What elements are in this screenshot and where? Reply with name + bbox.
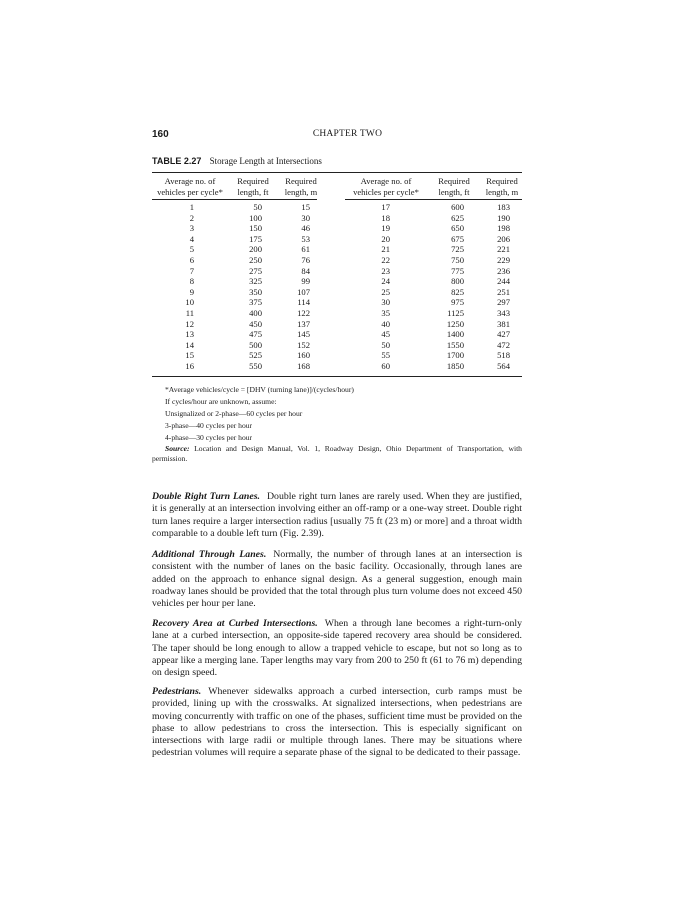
table-cell: 1125 bbox=[447, 307, 464, 318]
table-cell: 13 bbox=[185, 329, 194, 340]
col-meters-left bbox=[280, 202, 310, 372]
table-footnote: *Average vehicles/cycle = [DHV (turning lane)]/(cycles/hour) bbox=[165, 385, 354, 394]
table-cell: 183 bbox=[497, 202, 510, 212]
table-cell: 7 bbox=[189, 265, 194, 276]
table-cell: 150 bbox=[249, 223, 262, 234]
col-vehicles-left bbox=[150, 202, 194, 372]
section-body: Whenever sidewalks approach a curbed intersection, curb ramps must be provided, lining up with the crosswalks. At signalized intersections, when pedestrians are moving concurrently with traffic on one of the phases, sufficient time must be provided on the phase to allow pedestrians to cross the intersection. This is especially significant on intersections with large radii or multiple through lanes. There may be situations where pedestrian volumes will require a separate phase of the signal to be dedicated to their passage. bbox=[152, 686, 522, 759]
table-cell: 61 bbox=[301, 244, 310, 255]
table-cell: 244 bbox=[497, 276, 510, 287]
table-source bbox=[152, 444, 522, 464]
table-cell: 168 bbox=[297, 360, 310, 371]
table-cell: 1550 bbox=[446, 339, 464, 350]
table-cell: 198 bbox=[497, 223, 510, 234]
table-cell: 10 bbox=[185, 297, 194, 308]
table-cell: 221 bbox=[497, 244, 510, 255]
table-cell: 775 bbox=[451, 265, 464, 276]
table-cell: 8 bbox=[189, 276, 194, 287]
table-cell: 400 bbox=[249, 307, 262, 318]
table-cell: 236 bbox=[497, 265, 510, 276]
table-cell: 114 bbox=[297, 297, 310, 308]
table-cell: 800 bbox=[451, 276, 464, 287]
table-cell: 35 bbox=[381, 307, 390, 318]
table-note-line: 4-phase—30 cycles per hour bbox=[165, 433, 253, 442]
table-cell: 21 bbox=[381, 244, 390, 255]
table-cell: 4 bbox=[189, 233, 194, 244]
table-cell: 450 bbox=[249, 318, 262, 329]
table-cell: 100 bbox=[249, 212, 262, 223]
table-number: TABLE 2.27 bbox=[152, 156, 202, 166]
table-cell: 1 bbox=[189, 202, 194, 212]
table-cell: 137 bbox=[297, 318, 310, 329]
table-cell: 500 bbox=[249, 339, 262, 350]
table-cell: 750 bbox=[451, 254, 464, 265]
table-cell: 30 bbox=[381, 297, 390, 308]
table-cell: 564 bbox=[497, 360, 510, 371]
table-cell: 3 bbox=[189, 223, 194, 234]
table-cell: 9 bbox=[189, 286, 194, 297]
table-cell: 6 bbox=[189, 254, 194, 265]
table-cell: 14 bbox=[185, 339, 194, 350]
header-length-ft-left: Required length, ft bbox=[237, 176, 269, 197]
table-cell: 297 bbox=[497, 297, 510, 308]
table-cell: 17 bbox=[381, 202, 390, 212]
table-notes bbox=[152, 384, 522, 464]
table-cell: 206 bbox=[497, 233, 510, 244]
table-cell: 550 bbox=[249, 360, 262, 371]
section-pedestrians bbox=[152, 686, 522, 760]
section-heading: Additional Through Lanes. bbox=[152, 549, 267, 560]
col-vehicles-right bbox=[350, 202, 390, 372]
table-cell: 50 bbox=[253, 202, 262, 212]
table-cell: 15 bbox=[185, 350, 194, 361]
section-heading: Pedestrians. bbox=[152, 686, 202, 697]
section-body: When a through lane becomes a right-turn-only lane at a curbed intersection, an opposite-side tapered recovery area should be considered. The taper should be long enough to allow a trapped vehicle to escape, but not so long as to appear like a merging lane. Taper lengths may vary from 200 to 250 ft (61 to 76 m) depending on design speed. bbox=[152, 618, 522, 679]
table-cell: 1400 bbox=[446, 329, 464, 340]
page-number: 160 bbox=[152, 129, 169, 140]
table-cell: 23 bbox=[381, 265, 390, 276]
table-cell: 475 bbox=[249, 329, 262, 340]
header-avg-vehicles-right: Average no. of vehicles per cycle* bbox=[353, 176, 419, 197]
table-cell: 375 bbox=[249, 297, 262, 308]
section-heading: Recovery Area at Curbed Intersections. bbox=[152, 618, 318, 629]
table-cell: 625 bbox=[451, 212, 464, 223]
table-cell: 190 bbox=[497, 212, 510, 223]
table-cell: 275 bbox=[249, 265, 262, 276]
table-note-line: Unsignalized or 2-phase—60 cycles per hour bbox=[165, 409, 303, 418]
table-cell: 45 bbox=[381, 329, 390, 340]
table-cell: 975 bbox=[451, 297, 464, 308]
table-cell: 16 bbox=[185, 360, 194, 371]
table-cell: 251 bbox=[497, 286, 510, 297]
table-cell: 600 bbox=[451, 202, 464, 212]
table-cell: 122 bbox=[297, 307, 310, 318]
table-cell: 2 bbox=[189, 212, 194, 223]
source-label: Source: bbox=[165, 444, 190, 453]
table-cell: 60 bbox=[381, 360, 390, 371]
section-additional-through-lanes bbox=[152, 549, 522, 610]
table-cell: 381 bbox=[497, 318, 510, 329]
table-title: Storage Length at Intersections bbox=[209, 156, 322, 166]
section-body: Double right turn lanes are rarely used. When they are justified, it is generally at an intersection involving either an off-ramp or a one-way street. Double right turn lanes require a larger intersection radius [usually 75 ft (23 m) or more] and a throat width comparable to a double left turn (Fig. 2.39). bbox=[152, 491, 522, 539]
table-caption bbox=[152, 156, 322, 166]
running-head: CHAPTER TWO bbox=[312, 129, 383, 139]
header-length-m-left: Required length, m bbox=[284, 176, 318, 197]
table-cell: 250 bbox=[249, 254, 262, 265]
section-body: Normally, the number of through lanes at an intersection is consistent with the number of lanes on the basic facility. Occasionally, through lanes are added on the approach to enhance signal design. As a general suggestion, enough main roadway lanes should be provided that the total through plus turn volume does not exceed 450 vehicles per hour per lane. bbox=[152, 549, 523, 610]
section-recovery-area bbox=[152, 618, 522, 679]
table-cell: 1250 bbox=[446, 318, 464, 329]
table-cell: 1700 bbox=[446, 350, 464, 361]
table-cell: 22 bbox=[381, 254, 390, 265]
table-cell: 1850 bbox=[446, 360, 464, 371]
table-cell: 40 bbox=[381, 318, 390, 329]
table-cell: 518 bbox=[497, 350, 510, 361]
table-cell: 53 bbox=[301, 233, 310, 244]
table-cell: 825 bbox=[451, 286, 464, 297]
source-text: Location and Design Manual, Vol. 1, Roadway Design, Ohio Department of Transportation, with permission. bbox=[152, 444, 522, 463]
table-cell: 76 bbox=[301, 254, 310, 265]
header-length-ft-right: Required length, ft bbox=[438, 176, 470, 197]
table-cell: 12 bbox=[185, 318, 194, 329]
table-cell: 175 bbox=[249, 233, 262, 244]
table-cell: 18 bbox=[381, 212, 390, 223]
table-cell: 325 bbox=[249, 276, 262, 287]
header-avg-vehicles-left: Average no. of vehicles per cycle* bbox=[157, 176, 223, 197]
table-cell: 84 bbox=[301, 265, 310, 276]
col-feet-right bbox=[430, 202, 464, 372]
header-rule-right bbox=[345, 199, 522, 200]
table-cell: 525 bbox=[249, 350, 262, 361]
table-cell: 46 bbox=[301, 223, 310, 234]
table-cell: 152 bbox=[297, 339, 310, 350]
table-cell: 99 bbox=[301, 276, 310, 287]
table-cell: 200 bbox=[249, 244, 262, 255]
table-cell: 650 bbox=[451, 223, 464, 234]
table-top-rule bbox=[152, 172, 522, 173]
table-cell: 5 bbox=[189, 244, 194, 255]
table-cell: 19 bbox=[381, 223, 390, 234]
col-meters-right bbox=[480, 202, 510, 372]
table-cell: 343 bbox=[497, 307, 510, 318]
header-rule-left bbox=[152, 199, 317, 200]
table-cell: 24 bbox=[381, 276, 390, 287]
table-cell: 11 bbox=[185, 307, 194, 318]
section-heading: Double Right Turn Lanes. bbox=[152, 491, 260, 502]
table-cell: 107 bbox=[297, 286, 310, 297]
table-cell: 350 bbox=[249, 286, 262, 297]
table-cell: 30 bbox=[301, 212, 310, 223]
table-cell: 25 bbox=[381, 286, 390, 297]
table-cell: 229 bbox=[497, 254, 510, 265]
table-cell: 675 bbox=[451, 233, 464, 244]
table-note-line: 3-phase—40 cycles per hour bbox=[165, 421, 253, 430]
section-double-right-turn-lanes bbox=[152, 491, 522, 540]
table-cell: 472 bbox=[497, 339, 510, 350]
table-cell: 50 bbox=[381, 339, 390, 350]
table-cell: 427 bbox=[497, 329, 510, 340]
table-cell: 145 bbox=[297, 329, 310, 340]
table-bottom-rule bbox=[152, 376, 522, 377]
header-length-m-right: Required length, m bbox=[485, 176, 519, 197]
table-cell: 15 bbox=[301, 202, 310, 212]
table-cell: 20 bbox=[381, 233, 390, 244]
table-note-line: If cycles/hour are unknown, assume: bbox=[165, 397, 277, 406]
table-cell: 160 bbox=[297, 350, 310, 361]
table-cell: 725 bbox=[451, 244, 464, 255]
table-cell: 55 bbox=[381, 350, 390, 361]
col-feet-left bbox=[232, 202, 262, 372]
